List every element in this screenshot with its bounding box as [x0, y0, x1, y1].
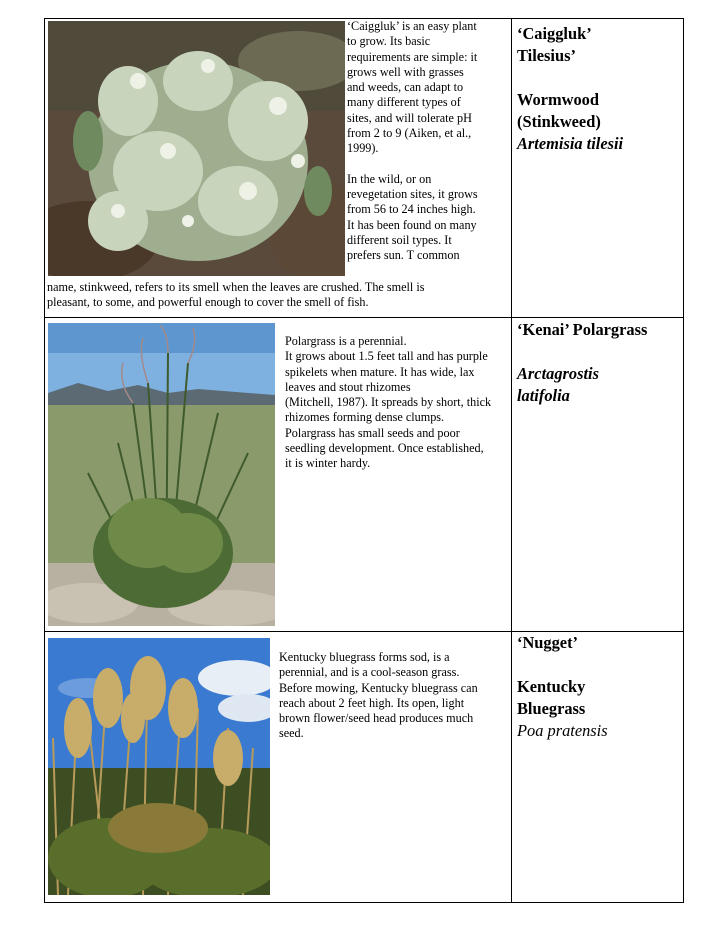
kentucky-bluegrass-photo — [48, 638, 270, 895]
scientific-name: Artemisia tilesii — [517, 134, 624, 153]
desc-line: seedling development. Once established, — [285, 441, 484, 456]
desc-line: 1999). — [347, 141, 379, 156]
common-name-line2: Bluegrass — [517, 699, 586, 718]
desc-line: prefers sun. T common — [347, 248, 460, 263]
desc-line: many different types of — [347, 95, 461, 110]
scientific-name-line2: latifolia — [517, 386, 570, 405]
desc-line: leaves and stout rhizomes — [285, 379, 411, 394]
common-name-line2: (Stinkweed) — [517, 112, 601, 131]
desc-line: Polargrass is a perennial. — [285, 334, 407, 348]
table-row — [45, 19, 683, 317]
description-wrap — [47, 280, 509, 311]
description-block — [279, 650, 509, 742]
polargrass-photo — [48, 323, 275, 626]
cultivar-name: ‘Caiggluk’ — [517, 24, 592, 43]
cultivar-name-line2: Tilesius’ — [517, 46, 576, 65]
scientific-name: Arctagrostis — [517, 364, 599, 383]
desc-line: brown flower/seed head produces much — [279, 711, 474, 726]
desc-line: Kentucky bluegrass forms sod, is a — [279, 650, 450, 664]
desc-line: from 56 to 24 inches high. — [347, 202, 476, 217]
common-name: Wormwood — [517, 90, 599, 109]
column-divider — [511, 632, 512, 903]
desc-line: spikelets when mature. It has wide, lax — [285, 364, 475, 379]
desc-line: to grow. Its basic — [347, 34, 431, 49]
desc-line: ‘Caiggluk’ is an easy plant — [347, 19, 477, 33]
desc-line: and weeds, can adapt to — [347, 80, 464, 95]
cultivar-name: ‘Kenai’ Polargrass — [517, 320, 648, 339]
common-name: Kentucky — [517, 677, 586, 696]
scientific-name: Poa pratensis — [517, 721, 608, 740]
desc-line: Polargrass has small seeds and poor — [285, 425, 460, 440]
plant-names — [517, 23, 679, 155]
desc-line: it is winter hardy. — [285, 456, 371, 471]
plant-table — [44, 18, 684, 903]
desc-line: It has been found on many — [347, 217, 477, 232]
description-block — [285, 334, 509, 472]
cultivar-name: ‘Nugget’ — [517, 633, 578, 652]
desc-line: sites, and will tolerate pH — [347, 110, 472, 125]
desc-line: (Mitchell, 1987). It spreads by short, thick — [285, 395, 492, 410]
desc-line: rhizomes forming dense clumps. — [285, 410, 445, 425]
desc-line: It grows about 1.5 feet tall and has purple — [285, 349, 488, 364]
plant-names — [517, 319, 679, 407]
wormwood-plant-photo — [48, 21, 345, 276]
column-divider — [511, 19, 512, 317]
description-block — [347, 19, 509, 263]
desc-line: perennial, and is a cool-season grass. — [279, 665, 460, 680]
desc-line: Before mowing, Kentucky bluegrass can — [279, 680, 478, 695]
desc-line: requirements are simple: it — [347, 49, 478, 64]
plant-names — [517, 632, 679, 742]
desc-line: pleasant, to some, and powerful enough to cover the smell of fish. — [47, 295, 369, 310]
desc-line: seed. — [279, 726, 304, 741]
desc-line: revegetation sites, it grows — [347, 186, 478, 201]
table-row — [45, 317, 683, 631]
desc-line: grows well with grasses — [347, 64, 464, 79]
desc-line: from 2 to 9 (Aiken, et al., — [347, 126, 472, 141]
table-row — [45, 631, 683, 903]
column-divider — [511, 318, 512, 631]
desc-line: different soil types. It — [347, 232, 452, 247]
desc-line: In the wild, or on — [347, 171, 432, 186]
desc-line: name, stinkweed, refers to its smell when the leaves are crushed. The smell is — [47, 280, 425, 294]
desc-line: reach about 2 feet high. Its open, light — [279, 695, 465, 710]
